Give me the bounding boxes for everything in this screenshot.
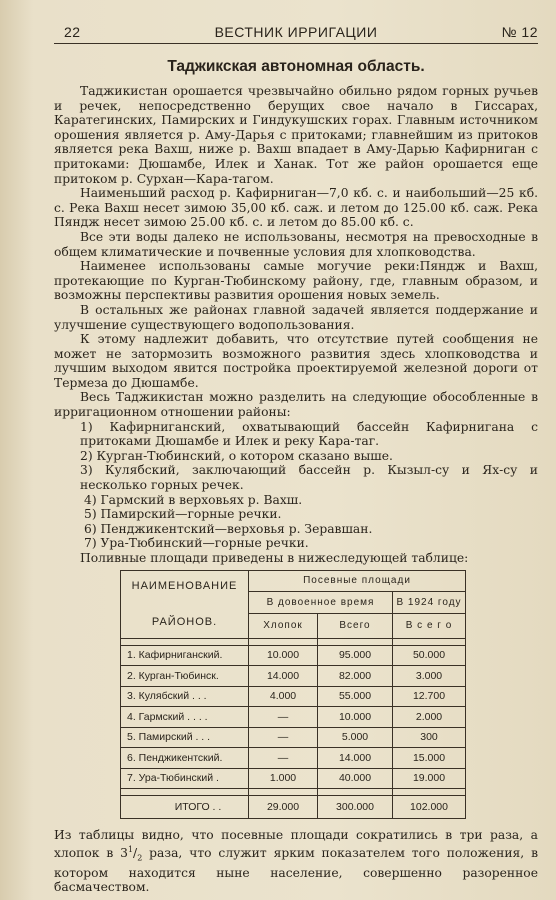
irrigation-table [120, 570, 466, 820]
table-row: 6. Пенджикентский. — 14.000 15.000 [121, 748, 466, 769]
table-row: 1. Кафирниганский. 10.000 95.000 50.000 [121, 645, 466, 666]
paragraph: Все эти воды далеко не использованы, несмотря на превосходные в общем климатические и почвенные условия для хлопководства. [54, 229, 538, 259]
table-row: 5. Памирский . . . — 5.000 300 [121, 727, 466, 748]
region-item: 7) Ура-Тюбинский—горные речки. [84, 536, 309, 551]
region-item: 2) Курган-Тюбинский, о котором сказано выше. [80, 448, 393, 463]
column-header-1924: В 1924 году [393, 591, 466, 613]
table-row: 4. Гармский . . . . — 10.000 2.000 [121, 707, 466, 728]
page-number: 22 [64, 24, 81, 40]
column-header-prewar: В довоенное время [249, 591, 393, 613]
region-item: 6) Пенджикентский—верховья р. Зеравшан. [84, 521, 373, 536]
paragraph: Наименьший расход р. Кафирниган—7,0 кб. с. и наибольший—25 кб. с. Река Вахш несет зимою 35,00 кб. саж. и летом до 125.00 кб. саж. Река Пяндж несет зимою 25.00 кб. с. и летом до 85.00 кб. с. [54, 186, 538, 230]
region-item: 1) Кафирниганский, охватывающий бассейн Кафирнигана с притоками Дюшамбе и Илек и реку Кара-таг. [80, 419, 538, 449]
column-group-header: Посевные площади [249, 570, 466, 591]
paragraph: Весь Таджикистан можно разделить на следующие обособленные в ирригационном отношении районы: [54, 390, 538, 420]
column-header-total-1924: В с е г о [393, 613, 466, 638]
table-intro: Поливные площади приведены в нижеследующей таблице: [80, 551, 469, 565]
paragraph: Таджикистан орошается чрезвычайно обильно рядом горных ручьев и речек, непосредственно берущих свое начало в Гиссарах, Каратегинских, Памирских и Гиндукушских горах. Главным источником орошения является р. Аму-Дарья с притоками; главнейшим из притоков является река Вахш, ниже р. Вахш впадает в Аму-Дарью Кафирниган с притоками: Дюшамбе, Илек и Ханак. Тот же район орошается еще притоком р. Сурхан—Кара-тагом. [54, 84, 538, 186]
article-title: Таджикская автономная область. [167, 58, 425, 75]
region-item: 5) Памирский—горные речки. [84, 507, 282, 522]
table-row: 2. Курган-Тюбинск. 14.000 82.000 3.000 [121, 666, 466, 687]
column-header-cotton: Хлопок [249, 613, 318, 638]
column-header-name: НАИМЕНОВАНИЕ РАЙОНОВ. [121, 570, 249, 638]
paragraph: К этому надлежит добавить, что отсутствие путей сообщения не может не затормозить возможного развития здесь хлопководства и лучшим выходом явится постройка проектируемой железной дороги от Термеза до Дюшамбе. [54, 332, 538, 390]
table-total-row: ИТОГО . . 29.000 300.000 102.000 [121, 796, 466, 819]
column-header-total: Всего [318, 613, 393, 638]
paragraph: Наименее использованы самые могучие реки:Пяндж и Вахш, протекающие по Курган-Тюбинскому району, где, главным образом, и возможны перспективы развития орошения новых земель. [54, 259, 538, 303]
table-row: 7. Ура-Тюбинский . 1.000 40.000 19.000 [121, 768, 466, 789]
conclusion-paragraph: Из таблицы видно, что посевные площади сократились в три раза, а хлопок в $3^1/_2$ раза, что служит ярким показателем того положения, в котором находится ныне население, совершенно разоренное басмачеством. [54, 828, 538, 895]
issue-number: № 12 [501, 24, 538, 40]
journal-title: ВЕСТНИК ИРРИГАЦИИ [214, 24, 378, 40]
page-header [54, 0, 538, 44]
paragraph: В остальных же районах главной задачей является поддержание и улучшение существующего водопользования. [54, 302, 538, 332]
region-item: 4) Гармский в верховьях р. Вахш. [84, 492, 303, 507]
region-item: 3) Кулябский, заключающий бассейн р. Кызыл-су и Ях-су и несколько горных речек. [80, 463, 538, 493]
table-row: 3. Кулябский . . . 4.000 55.000 12.700 [121, 686, 466, 707]
article-body [54, 84, 538, 566]
